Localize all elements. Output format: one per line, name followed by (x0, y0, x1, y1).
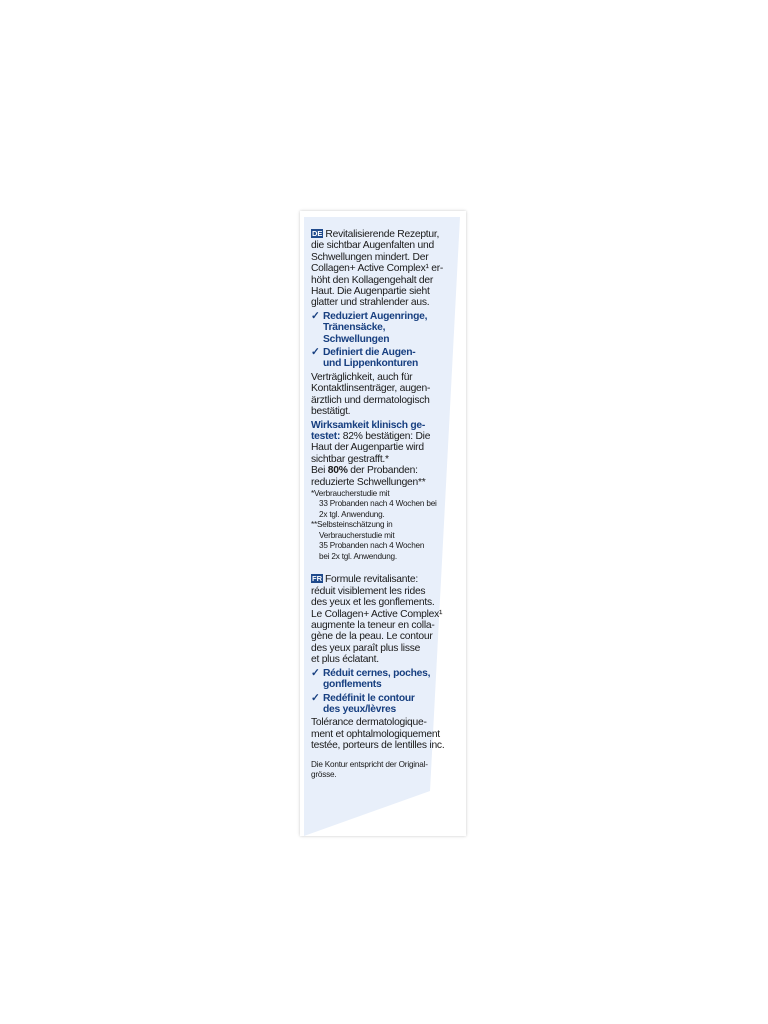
checkmark-icon: ✓ (311, 310, 320, 322)
fr-tolerance-line: testée, porteurs de lentilles inc. (311, 740, 445, 752)
de-intro-line: Haut. Die Augenpartie sieht (311, 286, 430, 298)
fr-intro-line: réduit visiblement les rides (311, 585, 426, 597)
footer-line: grösse. (311, 770, 337, 780)
fr-intro-line: des yeux paraît plus lisse (311, 642, 421, 654)
footnote-line: Verbraucherstudie mit (319, 530, 395, 540)
fr-intro-line: gène de la peau. Le contour (311, 631, 433, 643)
de-language-badge: DE (312, 229, 323, 238)
footnote-line: 33 Probanden nach 4 Wochen bei (319, 499, 437, 509)
de-intro-line: höht den Kollagengehalt der (311, 274, 434, 286)
fr-intro-line: et plus éclatant. (311, 654, 379, 666)
de-intro-line: Schwellungen mindert. Der (311, 251, 429, 263)
de-footnote-1 (311, 489, 461, 521)
fr-benefit-line: gonflements (323, 679, 382, 691)
footnote-line: bei 2x tgl. Anwendung. (319, 551, 397, 561)
de-benefit-2 (311, 347, 461, 370)
de-tolerance-line: Verträglichkeit, auch für (311, 371, 413, 383)
de-efficacy-heading: Wirksamkeit klinisch ge- (311, 419, 426, 431)
de-tolerance-line: bestätigt. (311, 406, 351, 418)
fr-benefit-line: Redéfinit le contour (323, 692, 415, 704)
fr-benefit-2 (311, 693, 461, 716)
de-benefit-line: Schwellungen (323, 333, 390, 345)
de-footnote-2 (311, 520, 461, 562)
fr-intro-line-1: FR Formule revitalisante: (312, 574, 418, 586)
checkmark-icon: ✓ (311, 347, 320, 359)
panel-text (311, 229, 461, 781)
footer-note (311, 760, 461, 781)
fr-intro-line: Le Collagen+ Active Complex¹ (311, 608, 443, 620)
de-tolerance-line: Kontaktlinsenträger, augen- (311, 383, 431, 395)
de-probanden-line: Bei 80% der Probanden: (311, 465, 418, 477)
fr-benefit-line: des yeux/lèvres (323, 703, 396, 715)
de-probanden-line: reduzierte Schwellungen** (311, 476, 426, 488)
fr-benefit-line: Réduit cernes, poches, (323, 667, 431, 679)
de-benefit-line: Reduziert Augenringe, (323, 310, 428, 322)
de-benefit-line: Definiert die Augen- (323, 347, 416, 359)
de-intro-line: die sichtbar Augenfalten und (311, 240, 434, 252)
de-benefit-line: Tränensäcke, (323, 322, 386, 334)
de-tolerance (311, 372, 461, 418)
footnote-line: 2x tgl. Anwendung. (319, 509, 385, 519)
fr-language-badge: FR (312, 574, 322, 584)
de-efficacy-line: Haut der Augenpartie wird (311, 442, 424, 454)
de-intro-line-1: DE Revitalisierende Rezeptur, (312, 229, 440, 240)
footer-line: Die Kontur entspricht der Original- (311, 759, 428, 769)
de-efficacy (311, 420, 461, 488)
de-intro-line: Collagen+ Active Complex¹ er- (311, 263, 444, 275)
de-tolerance-line: ärztlich und dermatologisch (311, 394, 430, 406)
fr-intro-line: des yeux et les gonflements. (311, 597, 435, 609)
fr-benefit-1 (311, 668, 461, 691)
footnote-line: 35 Probanden nach 4 Wochen (319, 541, 425, 551)
fr-tolerance-line: ment et ophtalmologiquement (311, 728, 440, 740)
checkmark-icon: ✓ (311, 692, 320, 704)
package-panel (300, 211, 466, 836)
section-fr (311, 574, 461, 751)
de-efficacy-line: testet: 82% bestätigen: Die (311, 430, 431, 442)
footnote-line: *Verbraucherstudie mit (311, 488, 390, 498)
fr-tolerance-line: Tolérance dermatologique- (311, 717, 427, 729)
de-intro-line: glatter und strahlender aus. (311, 297, 430, 309)
fr-intro-line: augmente la teneur en colla- (311, 620, 435, 632)
de-benefit-line: und Lippenkonturen (323, 358, 419, 370)
fr-tolerance (311, 717, 461, 751)
footnote-line: **Selbsteinschätzung in (311, 520, 393, 530)
checkmark-icon: ✓ (311, 667, 320, 679)
section-de (311, 229, 461, 562)
de-efficacy-line: sichtbar gestrafft.* (311, 453, 389, 465)
de-benefit-1 (311, 311, 461, 345)
